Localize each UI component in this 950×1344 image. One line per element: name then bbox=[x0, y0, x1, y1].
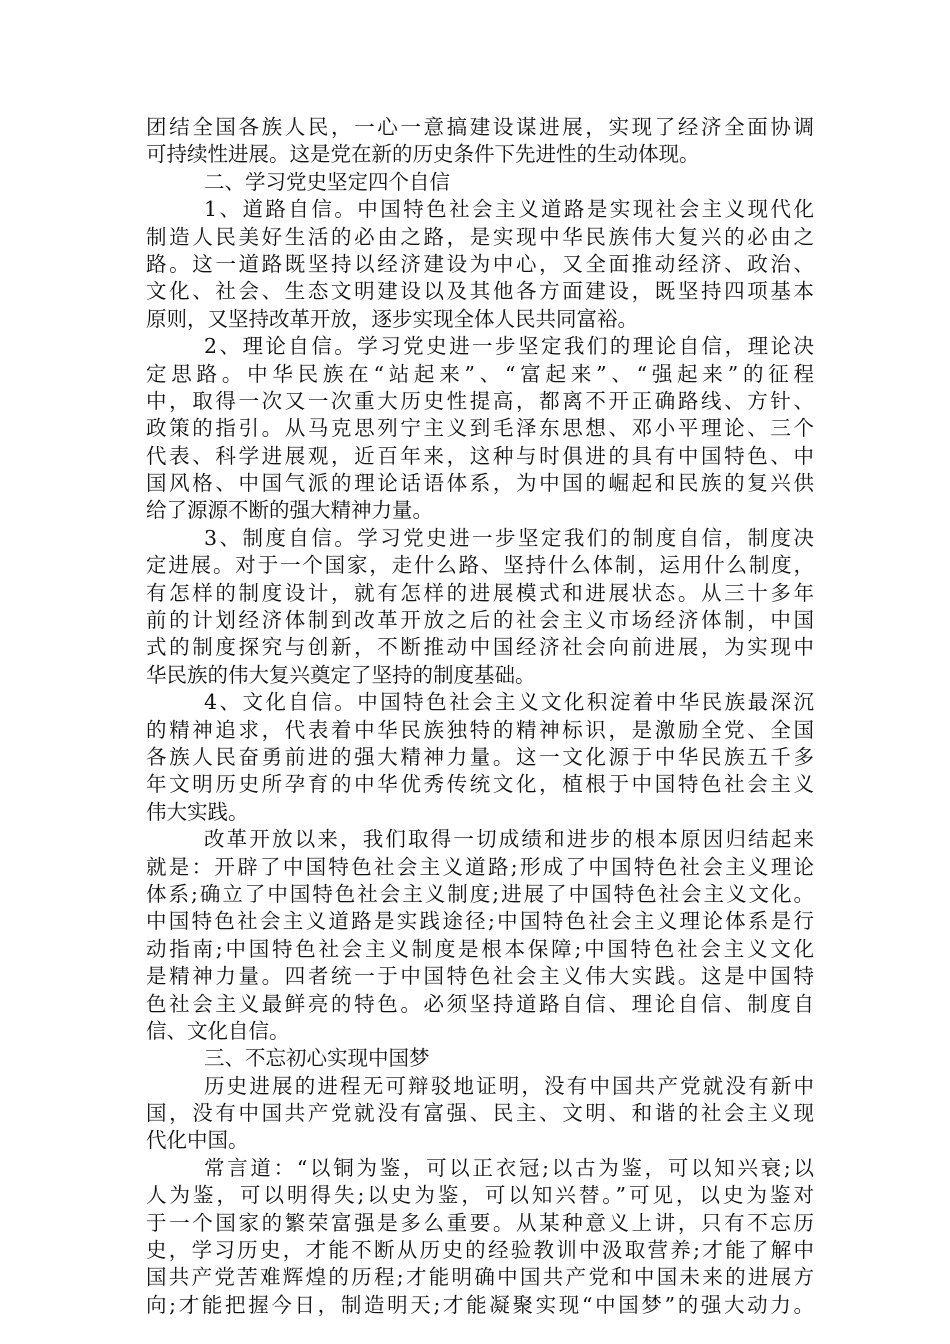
text-line: 有怎样的制度设计，就有怎样的进展模式和进展状态。从三十多年 bbox=[146, 580, 814, 605]
text-line: 定进展。对于一个国家，走什么路、坚持什么体制，运用什么制度， bbox=[146, 553, 814, 578]
text-line: 人为鉴，可以明得失;以史为鉴，可以知兴替。”可见，以史为鉴对 bbox=[146, 1183, 814, 1208]
text-line: 的精神追求，代表着中华民族独特的精神标识，是激励全党、全国 bbox=[146, 717, 814, 742]
text-line: 是精神力量。四者统一于中国特色社会主义伟大实践。这是中国特 bbox=[146, 964, 814, 989]
text-line: 1、道路自信。中国特色社会主义道路是实现社会主义现代化 bbox=[204, 197, 814, 222]
document-body bbox=[146, 114, 814, 1319]
text-line: 代表、科学进展观，近百年来，这种与时俱进的具有中国特色、中 bbox=[146, 443, 814, 468]
text-line: 改革开放以来，我们取得一切成绩和进步的根本原因归结起来 bbox=[204, 827, 814, 852]
text-line: 3、制度自信。学习党史进一步坚定我们的制度自信，制度决 bbox=[204, 525, 814, 550]
text-line: 中国特色社会主义道路是实践途径;中国特色社会主义理论体系是行 bbox=[146, 909, 814, 934]
text-line: 团结全国各族人民，一心一意搞建设谋进展，实现了经济全面协调 bbox=[146, 115, 814, 139]
text-line: 国共产党苦难辉煌的历程;才能明确中国共产党和中国未来的进展方 bbox=[146, 1265, 814, 1290]
text-line: 动指南;中国特色社会主义制度是根本保障;中国特色社会主义文化 bbox=[146, 936, 814, 961]
text-line: 可持续性进展。这是党在新的历史条件下先进性的生动体现。 bbox=[146, 142, 700, 167]
text-line: 制造人民美好生活的必由之路，是实现中华民族伟大复兴的必由之 bbox=[146, 224, 814, 249]
text-line: 华民族的伟大复兴奠定了坚持的制度基础。 bbox=[146, 662, 536, 687]
text-line: 国风格、中国气派的理论话语体系，为中国的崛起和民族的复兴供 bbox=[146, 471, 814, 496]
text-line: 于一个国家的繁荣富强是多么重要。从某种意义上讲，只有不忘历 bbox=[146, 1210, 814, 1235]
text-line: 定思路。中华民族在“站起来”、“富起来”、“强起来”的征程 bbox=[146, 361, 814, 386]
text-line: 就是：开辟了中国特色社会主义道路;形成了中国特色社会主义理论 bbox=[146, 854, 814, 879]
text-line: 体系;确立了中国特色社会主义制度;进展了中国特色社会主义文化。 bbox=[146, 881, 814, 906]
text-line: 2、理论自信。学习党史进一步坚定我们的理论自信，理论决 bbox=[204, 334, 814, 359]
text-line: 前的计划经济体制到改革开放之后的社会主义市场经济体制，中国 bbox=[146, 608, 814, 633]
text-line: 式的制度探究与创新，不断推动中国经济社会向前进展，为实现中 bbox=[146, 635, 814, 660]
text-line: 向;才能把握今日，制造明天;才能凝聚实现“中国梦”的强大动力。 bbox=[146, 1292, 814, 1317]
text-line: 信、文化自信。 bbox=[146, 1018, 290, 1043]
text-line: 色社会主义最鲜亮的特色。必须坚持道路自信、理论自信、制度自 bbox=[146, 991, 814, 1016]
text-line: 国，没有中国共产党就没有富强、民主、文明、和谐的社会主义现 bbox=[146, 1101, 814, 1126]
text-line: 原则，又坚持改革开放，逐步实现全体人民共同富裕。 bbox=[146, 306, 638, 331]
text-line: 各族人民奋勇前进的强大精神力量。这一文化源于中华民族五千多 bbox=[146, 744, 814, 769]
text-line: 文化、社会、生态文明建设以及其他各方面建设，既坚持四项基本 bbox=[146, 279, 814, 304]
text-line: 给了源源不断的强大精神力量。 bbox=[146, 498, 433, 523]
text-line: 常言道：“以铜为鉴，可以正衣冠;以古为鉴，可以知兴衰;以 bbox=[204, 1155, 814, 1180]
text-line: 伟大实践。 bbox=[146, 799, 249, 824]
text-line: 4、文化自信。中国特色社会主义文化积淀着中华民族最深沉 bbox=[204, 690, 814, 715]
text-line: 年文明历史所孕育的中华优秀传统文化，植根于中国特色社会主义 bbox=[146, 772, 814, 797]
text-line: 二、学习党史坚定四个自信 bbox=[204, 169, 450, 194]
text-line: 路。这一道路既坚持以经济建设为中心，又全面推动经济、政治、 bbox=[146, 251, 814, 276]
text-line: 历史进展的进程无可辩驳地证明，没有中国共产党就没有新中 bbox=[204, 1073, 814, 1098]
text-line: 史，学习历史，才能不断从历史的经验教训中汲取营养;才能了解中 bbox=[146, 1238, 814, 1263]
text-line: 中，取得一次又一次重大历史性提高，都离不开正确路线、方针、 bbox=[146, 388, 814, 413]
text-line: 代化中国。 bbox=[146, 1128, 249, 1153]
text-line: 政策的指引。从马克思列宁主义到毛泽东思想、邓小平理论、三个 bbox=[146, 416, 814, 441]
text-line: 三、不忘初心实现中国梦 bbox=[204, 1046, 430, 1071]
